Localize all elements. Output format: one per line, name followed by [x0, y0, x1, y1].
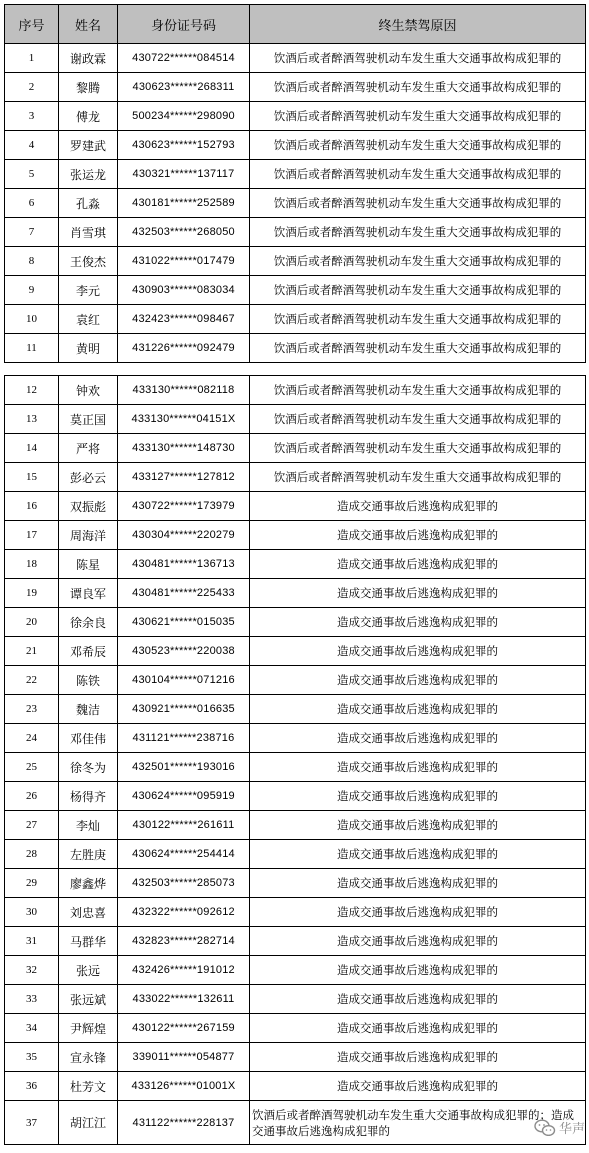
- ban-reason-cell: 饮酒后或者醉酒驾驶机动车发生重大交通事故构成犯罪的: [250, 334, 586, 363]
- seq-cell: 16: [5, 492, 59, 521]
- ban-list-table-part2: [4, 375, 586, 1145]
- id-number-cell: 430122******267159: [118, 1014, 250, 1043]
- ban-reason-cell: 饮酒后或者醉酒驾驶机动车发生重大交通事故构成犯罪的: [250, 463, 586, 492]
- name-cell: 袁红: [59, 305, 118, 334]
- seq-cell: 32: [5, 956, 59, 985]
- table-row: [5, 160, 586, 189]
- table-row: [5, 1014, 586, 1043]
- table-header-row: [5, 5, 586, 44]
- id-number-cell: 431121******238716: [118, 724, 250, 753]
- table-row: [5, 840, 586, 869]
- ban-reason-cell: 造成交通事故后逃逸构成犯罪的: [250, 521, 586, 550]
- id-number-cell: 430321******137117: [118, 160, 250, 189]
- table-row: [5, 695, 586, 724]
- ban-reason-cell: 造成交通事故后逃逸构成犯罪的: [250, 492, 586, 521]
- table-row: [5, 463, 586, 492]
- seq-cell: 30: [5, 898, 59, 927]
- table-row: [5, 550, 586, 579]
- source-watermark: [534, 1118, 585, 1137]
- ban-reason-cell: 造成交通事故后逃逸构成犯罪的: [250, 637, 586, 666]
- name-cell: 张远斌: [59, 985, 118, 1014]
- id-number-cell: 430722******084514: [118, 44, 250, 73]
- ban-reason-cell: 造成交通事故后逃逸构成犯罪的: [250, 811, 586, 840]
- name-cell: 王俊杰: [59, 247, 118, 276]
- ban-reason-cell: 造成交通事故后逃逸构成犯罪的: [250, 927, 586, 956]
- name-cell: 李灿: [59, 811, 118, 840]
- id-number-cell: 430304******220279: [118, 521, 250, 550]
- name-cell: 谢政霖: [59, 44, 118, 73]
- name-cell: 张远: [59, 956, 118, 985]
- table-row: [5, 927, 586, 956]
- seq-cell: 13: [5, 405, 59, 434]
- table-row: [5, 305, 586, 334]
- seq-cell: 8: [5, 247, 59, 276]
- ban-reason-cell: 造成交通事故后逃逸构成犯罪的: [250, 985, 586, 1014]
- seq-cell: 17: [5, 521, 59, 550]
- seq-cell: 36: [5, 1072, 59, 1101]
- table-row: [5, 521, 586, 550]
- table-row: [5, 247, 586, 276]
- seq-cell: 21: [5, 637, 59, 666]
- name-cell: 肖雪琪: [59, 218, 118, 247]
- ban-reason-cell: 饮酒后或者醉酒驾驶机动车发生重大交通事故构成犯罪的: [250, 189, 586, 218]
- seq-cell: 20: [5, 608, 59, 637]
- table-row: [5, 276, 586, 305]
- ban-reason-cell: 饮酒后或者醉酒驾驶机动车发生重大交通事故构成犯罪的: [250, 405, 586, 434]
- id-number-cell: 433130******04151X: [118, 405, 250, 434]
- table-row: [5, 898, 586, 927]
- table-row: [5, 334, 586, 363]
- id-number-cell: 430481******136713: [118, 550, 250, 579]
- seq-cell: 3: [5, 102, 59, 131]
- name-cell: 尹辉煌: [59, 1014, 118, 1043]
- name-cell: 黎腾: [59, 73, 118, 102]
- id-number-cell: 430621******015035: [118, 608, 250, 637]
- table-row: [5, 811, 586, 840]
- name-cell: 傅龙: [59, 102, 118, 131]
- seq-cell: 22: [5, 666, 59, 695]
- id-number-cell: 430623******268311: [118, 73, 250, 102]
- seq-cell: 25: [5, 753, 59, 782]
- id-number-cell: 432503******285073: [118, 869, 250, 898]
- ban-reason-cell: 造成交通事故后逃逸构成犯罪的: [250, 608, 586, 637]
- ban-reason-cell: 饮酒后或者醉酒驾驶机动车发生重大交通事故构成犯罪的: [250, 276, 586, 305]
- table-row: [5, 637, 586, 666]
- table-row: [5, 985, 586, 1014]
- id-number-cell: 431122******228137: [118, 1101, 250, 1145]
- table-row: [5, 492, 586, 521]
- name-cell: 刘忠喜: [59, 898, 118, 927]
- ban-reason-cell: 造成交通事故后逃逸构成犯罪的: [250, 898, 586, 927]
- header-ban-reason: 终生禁驾原因: [250, 5, 586, 44]
- name-cell: 邓佳伟: [59, 724, 118, 753]
- ban-reason-cell: 饮酒后或者醉酒驾驶机动车发生重大交通事故构成犯罪的: [250, 434, 586, 463]
- name-cell: 徐冬为: [59, 753, 118, 782]
- header-id-number: 身份证号码: [118, 5, 250, 44]
- name-cell: 陈铁: [59, 666, 118, 695]
- ban-reason-cell: 造成交通事故后逃逸构成犯罪的: [250, 956, 586, 985]
- table-row: [5, 869, 586, 898]
- seq-cell: 12: [5, 376, 59, 405]
- ban-reason-cell: 造成交通事故后逃逸构成犯罪的: [250, 579, 586, 608]
- ban-reason-cell: 造成交通事故后逃逸构成犯罪的: [250, 840, 586, 869]
- name-cell: 彭必云: [59, 463, 118, 492]
- wechat-icon: [534, 1119, 556, 1137]
- seq-cell: 2: [5, 73, 59, 102]
- ban-reason-cell: 饮酒后或者醉酒驾驶机动车发生重大交通事故构成犯罪的: [250, 247, 586, 276]
- seq-cell: 28: [5, 840, 59, 869]
- seq-cell: 24: [5, 724, 59, 753]
- ban-reason-cell: 造成交通事故后逃逸构成犯罪的: [250, 1014, 586, 1043]
- seq-cell: 5: [5, 160, 59, 189]
- name-cell: 徐余良: [59, 608, 118, 637]
- table-row: [5, 405, 586, 434]
- ban-reason-cell: 造成交通事故后逃逸构成犯罪的: [250, 782, 586, 811]
- id-number-cell: 430722******173979: [118, 492, 250, 521]
- id-number-cell: 432501******193016: [118, 753, 250, 782]
- ban-reason-cell: 造成交通事故后逃逸构成犯罪的: [250, 695, 586, 724]
- id-number-cell: 430104******071216: [118, 666, 250, 695]
- seq-cell: 37: [5, 1101, 59, 1145]
- seq-cell: 34: [5, 1014, 59, 1043]
- name-cell: 廖鑫烨: [59, 869, 118, 898]
- id-number-cell: 430624******095919: [118, 782, 250, 811]
- ban-reason-cell: 造成交通事故后逃逸构成犯罪的: [250, 869, 586, 898]
- ban-reason-cell: 造成交通事故后逃逸构成犯罪的: [250, 1043, 586, 1072]
- id-number-cell: 430623******152793: [118, 131, 250, 160]
- name-cell: 张运龙: [59, 160, 118, 189]
- name-cell: 周海洋: [59, 521, 118, 550]
- seq-cell: 31: [5, 927, 59, 956]
- id-number-cell: 432322******092612: [118, 898, 250, 927]
- header-seq: 序号: [5, 5, 59, 44]
- seq-cell: 11: [5, 334, 59, 363]
- ban-reason-cell: 饮酒后或者醉酒驾驶机动车发生重大交通事故构成犯罪的: [250, 44, 586, 73]
- ban-reason-cell: 饮酒后或者醉酒驾驶机动车发生重大交通事故构成犯罪的: [250, 160, 586, 189]
- seq-cell: 35: [5, 1043, 59, 1072]
- id-number-cell: 431226******092479: [118, 334, 250, 363]
- ban-reason-cell: 饮酒后或者醉酒驾驶机动车发生重大交通事故构成犯罪的: [250, 218, 586, 247]
- ban-reason-cell: 饮酒后或者醉酒驾驶机动车发生重大交通事故构成犯罪的: [250, 73, 586, 102]
- id-number-cell: 339011******054877: [118, 1043, 250, 1072]
- table-row: [5, 782, 586, 811]
- name-cell: 陈星: [59, 550, 118, 579]
- table-row: [5, 218, 586, 247]
- id-number-cell: 430903******083034: [118, 276, 250, 305]
- seq-cell: 23: [5, 695, 59, 724]
- seq-cell: 10: [5, 305, 59, 334]
- table-row: [5, 376, 586, 405]
- id-number-cell: 500234******298090: [118, 102, 250, 131]
- id-number-cell: 430921******016635: [118, 695, 250, 724]
- seq-cell: 15: [5, 463, 59, 492]
- table-row: [5, 724, 586, 753]
- table-row: [5, 666, 586, 695]
- name-cell: 黄明: [59, 334, 118, 363]
- name-cell: 双振彪: [59, 492, 118, 521]
- id-number-cell: 432823******282714: [118, 927, 250, 956]
- ban-reason-cell: 饮酒后或者醉酒驾驶机动车发生重大交通事故构成犯罪的；造成交通事故后逃逸构成犯罪的: [250, 1101, 586, 1145]
- seq-cell: 9: [5, 276, 59, 305]
- name-cell: 左胜庚: [59, 840, 118, 869]
- id-number-cell: 433130******082118: [118, 376, 250, 405]
- name-cell: 钟欢: [59, 376, 118, 405]
- table-row: [5, 44, 586, 73]
- watermark-text: 华声: [558, 1122, 585, 1137]
- id-number-cell: 432426******191012: [118, 956, 250, 985]
- seq-cell: 1: [5, 44, 59, 73]
- name-cell: 谭良军: [59, 579, 118, 608]
- name-cell: 严将: [59, 434, 118, 463]
- header-name: 姓名: [59, 5, 118, 44]
- name-cell: 莫正国: [59, 405, 118, 434]
- ban-reason-cell: 造成交通事故后逃逸构成犯罪的: [250, 753, 586, 782]
- seq-cell: 29: [5, 869, 59, 898]
- name-cell: 罗建武: [59, 131, 118, 160]
- id-number-cell: 432423******098467: [118, 305, 250, 334]
- table-row: [5, 1101, 586, 1145]
- id-number-cell: 430523******220038: [118, 637, 250, 666]
- seq-cell: 33: [5, 985, 59, 1014]
- id-number-cell: 430624******254414: [118, 840, 250, 869]
- ban-reason-cell: 造成交通事故后逃逸构成犯罪的: [250, 550, 586, 579]
- name-cell: 杜芳文: [59, 1072, 118, 1101]
- seq-cell: 7: [5, 218, 59, 247]
- seq-cell: 4: [5, 131, 59, 160]
- name-cell: 马群华: [59, 927, 118, 956]
- id-number-cell: 433126******01001X: [118, 1072, 250, 1101]
- table-row: [5, 753, 586, 782]
- id-number-cell: 431022******017479: [118, 247, 250, 276]
- table-row: [5, 189, 586, 218]
- id-number-cell: 430122******261611: [118, 811, 250, 840]
- id-number-cell: 430481******225433: [118, 579, 250, 608]
- seq-cell: 26: [5, 782, 59, 811]
- name-cell: 杨得齐: [59, 782, 118, 811]
- ban-list-table-part1: [4, 4, 586, 363]
- seq-cell: 18: [5, 550, 59, 579]
- ban-reason-cell: 饮酒后或者醉酒驾驶机动车发生重大交通事故构成犯罪的: [250, 305, 586, 334]
- table-row: [5, 131, 586, 160]
- name-cell: 李元: [59, 276, 118, 305]
- table-row: [5, 608, 586, 637]
- name-cell: 孔淼: [59, 189, 118, 218]
- name-cell: 魏洁: [59, 695, 118, 724]
- id-number-cell: 432503******268050: [118, 218, 250, 247]
- ban-reason-cell: 饮酒后或者醉酒驾驶机动车发生重大交通事故构成犯罪的: [250, 102, 586, 131]
- ban-reason-cell: 造成交通事故后逃逸构成犯罪的: [250, 666, 586, 695]
- id-number-cell: 433127******127812: [118, 463, 250, 492]
- name-cell: 邓希辰: [59, 637, 118, 666]
- seq-cell: 6: [5, 189, 59, 218]
- table-row: [5, 102, 586, 131]
- seq-cell: 19: [5, 579, 59, 608]
- ban-reason-cell: 饮酒后或者醉酒驾驶机动车发生重大交通事故构成犯罪的: [250, 376, 586, 405]
- ban-reason-cell: 饮酒后或者醉酒驾驶机动车发生重大交通事故构成犯罪的: [250, 131, 586, 160]
- table-row: [5, 1043, 586, 1072]
- seq-cell: 14: [5, 434, 59, 463]
- id-number-cell: 430181******252589: [118, 189, 250, 218]
- id-number-cell: 433130******148730: [118, 434, 250, 463]
- table-row: [5, 434, 586, 463]
- name-cell: 宣永锋: [59, 1043, 118, 1072]
- id-number-cell: 433022******132611: [118, 985, 250, 1014]
- table-row: [5, 1072, 586, 1101]
- table-row: [5, 73, 586, 102]
- table-row: [5, 956, 586, 985]
- ban-reason-cell: 造成交通事故后逃逸构成犯罪的: [250, 724, 586, 753]
- name-cell: 胡江江: [59, 1101, 118, 1145]
- ban-reason-cell: 造成交通事故后逃逸构成犯罪的: [250, 1072, 586, 1101]
- seq-cell: 27: [5, 811, 59, 840]
- table-row: [5, 579, 586, 608]
